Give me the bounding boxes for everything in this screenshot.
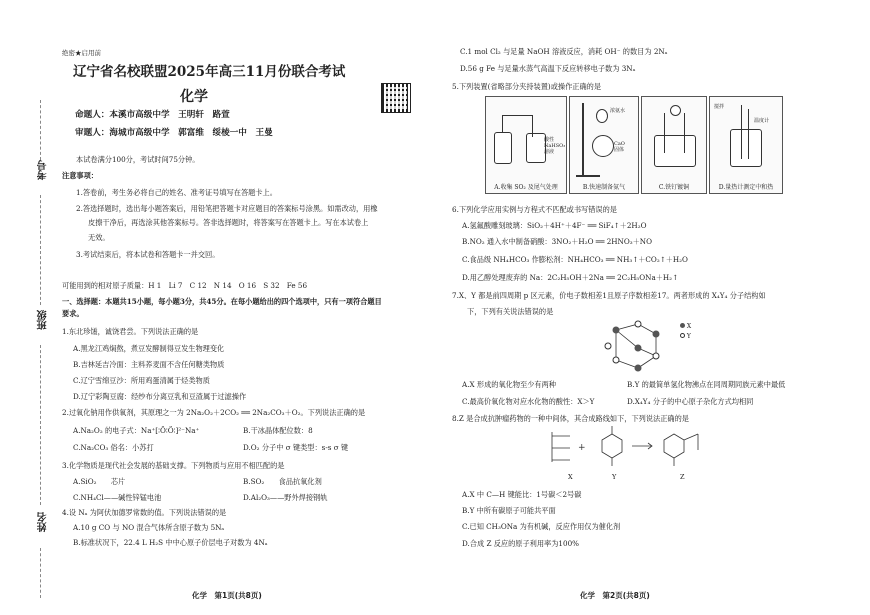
exam-intro: 本试卷满分100分，考试时间75分钟。 [76,155,200,164]
option: D.合成 Z 反应的原子利用率为100% [462,539,579,548]
option: B.NO₂ 通入水中制备硝酸：3NO₂＋H₂O ══ 2HNO₃＋NO [462,237,652,246]
notice-item: 皮擦干净后，再选涂其他答案标号。答非选择题时，将答案写在答题卡上。写在本试卷上 [88,218,369,227]
page-footer-right: 化学 第2页(共8页) [580,591,650,600]
atom-y [635,321,641,327]
option: C.NH₄Cl——碱性锌锰电池 [73,493,162,502]
divider [40,548,42,598]
option: D.O₂ 分子中 σ 键类型：s-s σ 键 [243,443,349,452]
option: B.吉林延吉冷面：主料荞麦面不含任何糖类物质 [73,360,225,369]
divider [40,195,42,305]
caption-b: B.快速制备氨气 [582,184,626,191]
plating-cell [654,135,696,167]
label-banji: 班级 [38,310,49,330]
beaker [526,133,546,163]
label-compound-z: Z [680,473,685,481]
synthesis-route [540,424,720,476]
question-stem: 2.过氧化钠用作供氧剂，其原理之一为 2Na₂O₂＋2CO₂ ══ 2Na₂CO₃＋O₂。下列说法正确的是 [62,408,366,417]
notice-item: 无效。 [88,233,110,242]
atom-y [653,353,659,359]
funnel [596,109,608,123]
notice-heading: 注意事项： [62,171,98,180]
section-heading: 一、选择题：本题共15小题，每小题3分，共45分。在每小题给出的四个选项中，只有一项符合题目 [62,297,382,306]
label-nahso3: NaHSO₃ [544,143,566,149]
option: A.X 形成的氧化物至少有两种 [462,380,556,389]
label-xingming: 姓名 [38,512,49,532]
question-stem: 8.Z 是合成抗肿瘤药物的一种中间体，其合成路线如下，下列说法正确的是 [452,414,689,423]
option: D.56 g Fe 与足量水蒸气高温下反应转移电子数为 3Nₐ [460,64,636,73]
label-ammonia: 浓氨水 [610,108,626,114]
round-flask [592,135,614,157]
binding-margin [0,0,62,615]
question-stem: 6.下列化学应用实例与方程式不匹配或书写错误的是 [452,205,617,214]
option: C.1 mol Cl₂ 与足量 NaOH 溶液反应，消耗 OH⁻ 的数目为 2Nₐ [460,47,668,56]
option: C.食品级 NH₄HCO₃ 作膨松剂：NH₄HCO₃ ══ NH₃↑＋CO₂↑＋H₂O [462,255,688,264]
legend-y: Y [686,333,691,340]
question-stem-cont: 下，下列有关说法错误的是 [467,307,554,316]
label-solution: 溶液 [544,149,555,155]
question-stem: 5.下列装置(省略部分夹持装置)或操作正确的是 [452,82,602,91]
option: B.标准状况下，22.4 L H₂S 中中心原子价层电子对数为 4Nₐ [73,538,268,547]
atomic-masses: 可能用到的相对原子质量：H 1 Li 7 C 12 N 14 O 16 S 32 Fe 56 [62,281,308,290]
caption-c: C.铁钉镀铜 [658,184,690,191]
page-footer-left: 化学 第1页(共8页) [192,591,262,600]
label-acid: 酸性 [544,137,555,143]
benzene-ring-z [664,434,684,458]
subject-title: 化学 [180,89,208,105]
apparatus-a [485,96,567,194]
x4y4-structure [598,318,678,376]
option: A.氢氟酸雕刻玻璃：SiO₂＋4H⁺＋4F⁻ ══ SiF₄↑＋2H₂O [462,221,647,230]
divider [40,345,42,505]
label-cao: CaO [614,141,625,147]
label-solid: 固体 [614,147,625,153]
notice-item: 3.考试结束后，将本试卷和答题卡一并交回。 [76,250,220,259]
question-stem: 4.设 Nₐ 为阿伏加德罗常数的值。下列说法错误的是 [62,508,227,517]
option: C.Na₂CO₃ 俗名：小苏打 [73,443,154,452]
apparatus-b [569,96,639,194]
label-compound-x: X [568,473,573,481]
label-kaohao: 考号 [38,160,49,180]
option: D.Al₂O₃——野外焊接钢轨 [243,493,328,502]
gas-bottle [494,132,512,164]
option: A.10 g CO 与 NO 混合气体所含原子数为 5Nₐ [73,523,225,532]
confidential-mark: 绝密★启用前 [62,49,101,57]
option: D.X₄Y₄ 分子的中心原子杂化方式均相同 [627,397,754,406]
option: D.用乙醇处理废弃的 Na：2C₂H₅OH＋2Na ══ 2C₂H₅ONa＋H₂↑ [462,273,679,282]
atom-y [605,343,611,349]
option: A.SiO₂ 芯片 [73,477,126,486]
structure-legend [680,322,691,342]
reviewer-line: 审题人：海城市高级中学 郭富维 绥棱一中 王曼 [75,128,273,138]
label-compound-y: Y [612,473,617,481]
legend-x: X [686,323,692,330]
option: B.干冰晶体配位数：8 [243,426,313,435]
notice-item: 2.答选择题时，选出每小题答案后，用铅笔把答题卡对应题目的答案标号涂黑。如需改动，用橡 [76,204,378,213]
caption-a: A.收集 SO₂ 及尾气处理 [494,184,558,191]
option: A.X 中 C—H 键能比：1号碳＜2号碳 [462,490,582,499]
caption-d: D.量热计测定中和热 [718,184,774,191]
apparatus-c [641,96,707,194]
option: C.最高价氧化物对应水化物的酸性：X＞Y [462,397,595,406]
option: A.黑龙江鸡焖熬，煮豆发酵制得豆发生物理变化 [73,344,225,353]
atom-x [635,345,642,352]
legend-y-marker [680,333,685,338]
atom-x [635,365,642,372]
legend-x-marker [680,323,685,328]
option: C.已知 CH₃ONa 为有机碱，反应作用仅为催化剂 [462,522,621,531]
label-stir: 搅拌 [714,104,725,110]
exam-title: 辽宁省名校联盟2025年高三11月份联合考试 [73,64,346,80]
atom-x [613,327,620,334]
question-stem: 3.化学物质是现代社会发展的基础支撑。下列物质与应用不相匹配的是 [62,461,285,470]
option: D.辽宁彩陶豆腐：经纱布分离豆乳和豆渣属于过滤操作 [73,392,247,401]
question-stem: 1.东北珍馐，诚饶君尝。下列说法正确的是 [62,327,199,336]
apparatus-d [709,96,783,194]
section-heading: 要求。 [62,309,84,318]
divider [40,100,42,160]
calorimeter [730,129,762,167]
option: B.Y 的最简单氢化物沸点在同周期同族元素中最低 [627,380,786,389]
option: B.Y 中所有碳原子可能共平面 [462,506,556,515]
power-source [670,105,681,116]
atom-y [613,357,619,363]
qr-code [382,84,410,112]
benzene-ring-y [602,434,622,458]
question-stem: 7.X、Y 都是前四周期 p 区元素，价电子数相差1且原子序数相差17。两者形成的 X₄Y₄ 分子结构如 [452,291,766,300]
option: C.辽宁雪绵豆沙：所用鸡蛋清属于烃类物质 [73,376,210,385]
notice-item: 1.答卷前，考生务必将自己的姓名、准考证号填写在答题卡上。 [76,188,277,197]
svg-text:+: + [578,443,586,453]
option: B.SO₂ 食品抗氧化剂 [243,477,322,486]
option: A.Na₂O₂ 的电子式：Na⁺[∶Ö∶Ö∶]²⁻Na⁺ [73,426,200,435]
setter-line: 命题人：本溪市高级中学 王明轩 路萱 [75,110,230,120]
atom-x [653,331,660,338]
label-thermometer: 温度计 [754,118,770,124]
